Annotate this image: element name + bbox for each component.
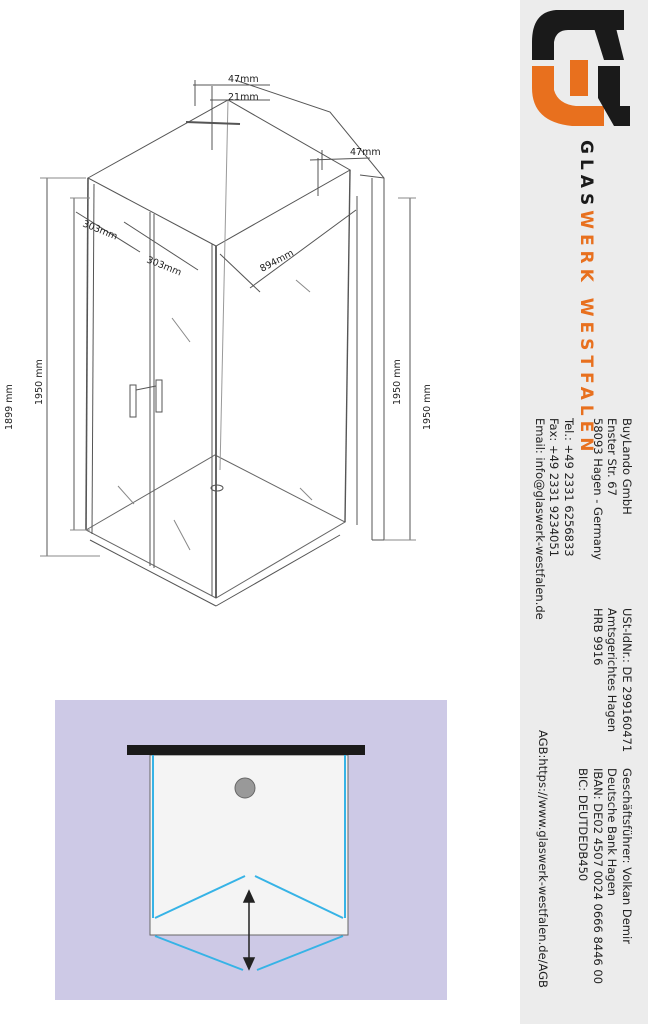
brand-part-1: GLAS (576, 140, 596, 211)
address-line: BuyLando GmbH (620, 418, 634, 515)
brand-part-2: WERK WESTFALEN (576, 210, 596, 457)
register-line: HRB 9916 (591, 608, 605, 666)
register-block (591, 608, 635, 752)
address-block (591, 418, 635, 560)
bank-line: Geschäftsführer: Volkan Demir (620, 768, 634, 944)
floor-plan (55, 700, 447, 1000)
contact-line-tel: Tel.: +49 2331 6256833 (562, 418, 576, 557)
dim-door-width-right: 303mm (144, 254, 183, 279)
dim-height-side: 1950 mm (392, 359, 403, 405)
dim-door-width-left: 303mm (80, 218, 119, 243)
bank-line: IBAN: DE02 4507 0024 0666 8446 00 (591, 768, 605, 985)
bank-line: BIC: DEUTDEDB450 (576, 768, 591, 882)
dim-side-width: 894mm (258, 247, 296, 275)
dim-height-inner: 1950 mm (34, 359, 45, 405)
register-line: USt-IdNr.: DE 299160471 (620, 608, 634, 753)
glaswerk-logo-icon (524, 2, 640, 126)
shower-enclosure-drawing (0, 0, 530, 620)
dim-top-depth-a: 47mm (228, 74, 259, 85)
dim-top-depth-b: 21mm (228, 92, 259, 103)
bank-line: Deutsche Bank Hagen (605, 768, 620, 896)
dim-height-wall: 1950 mm (422, 384, 433, 430)
contact-block (533, 418, 577, 620)
drain-icon (235, 778, 255, 798)
bank-block (576, 768, 634, 984)
agb-link[interactable]: AGB:https://www.glaswerk-westfalen.de/AGB (536, 730, 550, 988)
dim-height-outer: 1899 mm (4, 384, 15, 430)
brand-name (576, 140, 596, 456)
register-line: Amtsgerichtes Hagen (605, 608, 620, 733)
dim-right-depth: 47mm (350, 147, 381, 158)
contact-line-email[interactable]: Email: info@glaswerk-westfalen.de (533, 418, 547, 620)
address-line: Enster Str. 67 (605, 418, 620, 496)
contact-line-fax: Fax: +49 2331 9234051 (547, 418, 562, 558)
wall-bar (127, 745, 365, 755)
address-line: 58093 Hagen - Germany (591, 418, 605, 560)
